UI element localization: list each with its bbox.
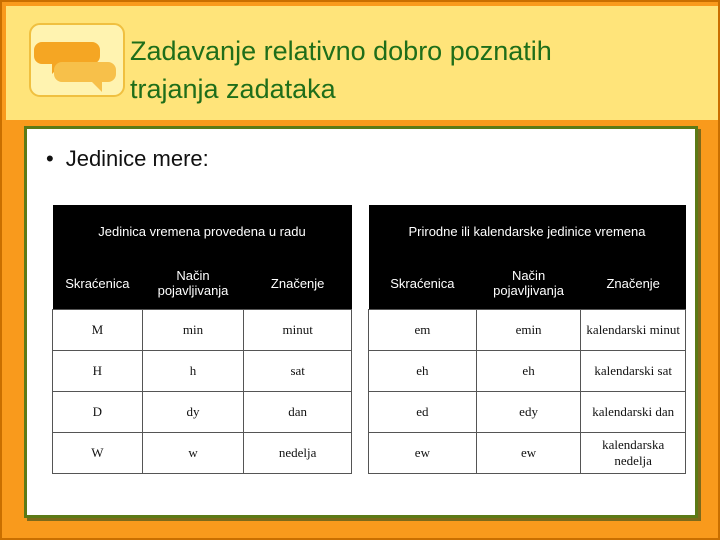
- table-row: [53, 392, 352, 433]
- table-cell: eh: [369, 351, 477, 392]
- table-cell: w: [142, 433, 244, 474]
- column-header-abbreviation: Skraćenica: [369, 257, 477, 310]
- table-divider: [352, 205, 368, 475]
- bullet-item: [46, 146, 209, 172]
- table-cell: sat: [244, 351, 352, 392]
- table-cell: eh: [476, 351, 581, 392]
- table-cell: M: [53, 310, 143, 351]
- table-cell: ew: [369, 433, 477, 474]
- table-cell: emin: [476, 310, 581, 351]
- table-cell: dy: [142, 392, 244, 433]
- table-cell: h: [142, 351, 244, 392]
- table-cell: edy: [476, 392, 581, 433]
- table-cell: kalendarski minut: [581, 310, 686, 351]
- table-cell: kalendarski dan: [581, 392, 686, 433]
- table-cell: D: [53, 392, 143, 433]
- title-line-2: trajanja zadataka: [130, 74, 336, 104]
- table-group-header: Jedinica vremena provedena u radu: [53, 205, 352, 257]
- page-title: [130, 32, 700, 108]
- column-header-meaning: Značenje: [581, 257, 686, 310]
- table-cell: minut: [244, 310, 352, 351]
- table-row: [369, 392, 686, 433]
- column-header-abbreviation: Skraćenica: [53, 257, 143, 310]
- table-cell: W: [53, 433, 143, 474]
- table-row: [369, 433, 686, 474]
- table-cell: ed: [369, 392, 477, 433]
- table-row: [53, 433, 352, 474]
- table-row: [369, 310, 686, 351]
- bullet-text: Jedinice mere:: [65, 146, 209, 171]
- table-calendar-time-units: [368, 205, 686, 474]
- table-cell: ew: [476, 433, 581, 474]
- column-header-appearance: Način pojavljivanja: [476, 257, 581, 310]
- table-cell: H: [53, 351, 143, 392]
- table-row: [369, 351, 686, 392]
- column-header-meaning: Značenje: [244, 257, 352, 310]
- table-cell: dan: [244, 392, 352, 433]
- table-cell: kalendarski sat: [581, 351, 686, 392]
- table-cell: em: [369, 310, 477, 351]
- table-row: [53, 310, 352, 351]
- title-line-1: Zadavanje relativno dobro poznatih: [130, 36, 552, 66]
- column-header-appearance: Način pojavljivanja: [142, 257, 244, 310]
- table-work-time-units: [52, 205, 352, 474]
- table-cell: nedelja: [244, 433, 352, 474]
- table-cell: kalendarska nedelja: [581, 433, 686, 474]
- table-row: [53, 351, 352, 392]
- speech-bubbles-icon: [28, 22, 126, 98]
- table-cell: min: [142, 310, 244, 351]
- table-group-header: Prirodne ili kalendarske jedinice vremena: [369, 205, 686, 257]
- bullet-dot: •: [46, 146, 54, 171]
